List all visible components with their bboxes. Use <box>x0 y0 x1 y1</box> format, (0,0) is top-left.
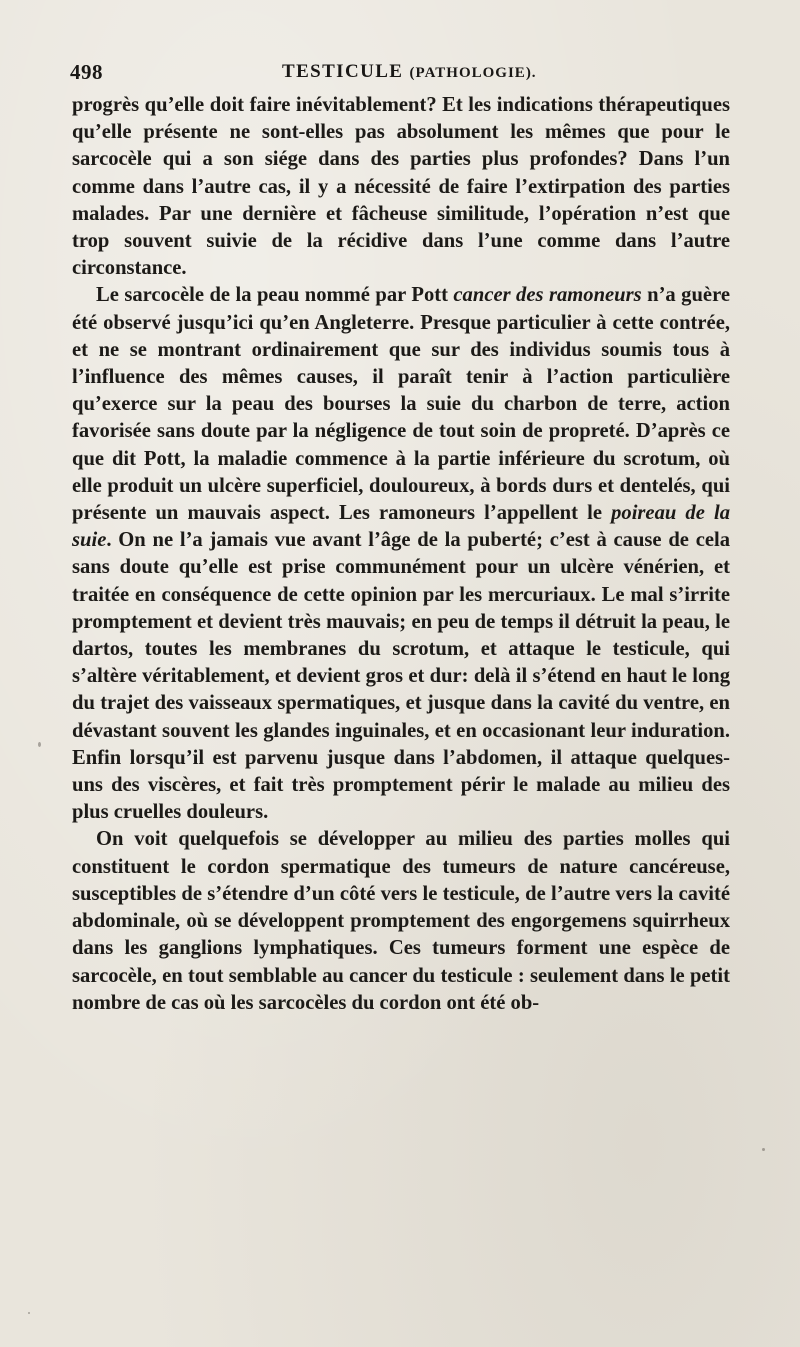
body-text <box>72 92 730 1017</box>
paper-speck <box>762 1148 765 1151</box>
paragraph-text: n’a guère été observé jusqu’ici qu’en Angleterre. Presque particulier à cette contrée, et ne se montrant ordinairement que sur des individus soumis tous à l’influence des mêmes causes, il paraît tenir à l’action particulière qu’exerce sur la peau des bourses la suie du charbon de terre, action favorisée sans doute par la négligence de tout soin de propreté. D’après ce que dit Pott, la maladie commence à la partie inférieure du scrotum, où elle produit un ulcère superficiel, douloureux, à bords durs et dentelés, qui présente un mauvais aspect. Les ramoneurs l’appellent le <box>72 284 730 525</box>
italic-term: cancer des ramoneurs <box>453 284 642 307</box>
paragraph-text: . On ne l’a jamais vue avant l’âge de la puberté; c’est à cause de cela sans doute qu’elle est prise communément pour un ulcère vénérien, et traitée en conséquence de cette opinion par les mercuriaux. Le mal s’irrite promptement et devient très mauvais; en peu de temps il détruit la peau, le dartos, toutes les membranes du scrotum, et attaque le testicule, qui s’altère véritablement, et devient gros et dur: delà il s’étend en haut le long du trajet des vaisseaux spermatiques, et jusque dans la cavité du ventre, en dévastant souvent les glandes inguinales, et en occasionant leur induration. Enfin lorsqu’il est parvenu jusque dans l’abdomen, il attaque quelques-uns des viscères, et fait très promptement périr le malade au milieu des plus cruelles douleurs. <box>72 529 730 824</box>
running-title-main: TESTICULE <box>282 61 404 82</box>
paragraph-text: progrès qu’elle doit faire inévitablement? Et les indications thérapeutiques qu’elle présente ne sont-elles pas absolument les mêmes que pour le sarcocèle qui a son siége dans des parties plus profondes? Dans l’un comme dans l’autre cas, il y a nécessité de faire l’extirpation des parties malades. Par une dernière et fâcheuse similitude, l’opération n’est que trop souvent suivie de la récidive dans l’une comme dans l’autre circonstance. <box>72 94 730 280</box>
paragraph <box>72 826 730 1016</box>
running-title-paren: (PATHOLOGIE). <box>409 65 537 81</box>
paper-speck <box>38 742 41 747</box>
paragraph-text: Le sarcocèle de la peau nommé par Pott <box>96 284 454 307</box>
paper-speck <box>28 1312 30 1314</box>
italic-term: poireau de la suie <box>72 502 730 552</box>
running-head <box>70 60 730 88</box>
paragraph <box>72 282 730 826</box>
running-title <box>282 61 537 83</box>
paragraph <box>72 92 730 282</box>
paragraph-text: On voit quelquefois se développer au milieu des parties molles qui constituent le cordon spermatique des tumeurs de nature cancéreuse, susceptibles de s’étendre d’un côté vers le testicule, de l’autre vers la cavité abdominale, où se développent promptement des engorgemens squirrheux dans les ganglions lymphatiques. Ces tumeurs forment une espèce de sarcocèle, en tout semblable au cancer du testicule : seulement dans le petit nombre de cas où les sarcocèles du cordon ont été ob- <box>72 828 730 1014</box>
page-number: 498 <box>70 60 103 84</box>
